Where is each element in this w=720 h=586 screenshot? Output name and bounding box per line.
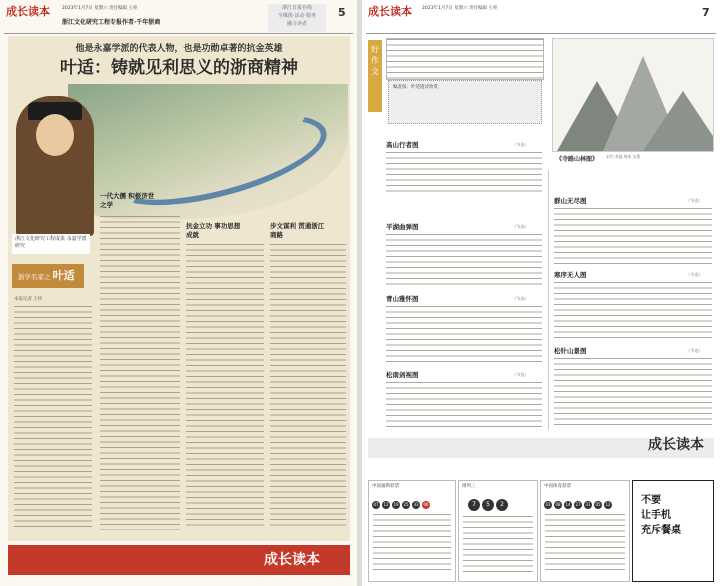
footer-banner	[368, 432, 714, 466]
masthead-logo: 成长读本	[368, 5, 412, 18]
ribbon-name: 叶适	[52, 269, 75, 282]
poem-source: （节选）	[512, 224, 529, 229]
lottery-ball: 07	[373, 502, 379, 507]
poem-title: 青山雅怀图	[386, 295, 419, 303]
poem-title: 松针山景图	[554, 347, 587, 355]
landscape-painting	[552, 38, 714, 152]
header-ad	[268, 4, 326, 32]
issue-date: 2023年1月7日 星期六 责任编辑 王梓	[62, 6, 138, 11]
lottery-ball: 12	[605, 502, 611, 507]
footer-title: 成长读本	[648, 437, 704, 453]
section-heading: 一代大儒 积极济世之学	[100, 192, 155, 209]
header-ad-line: 融合读者	[286, 21, 307, 27]
poem-source: （节选）	[686, 198, 703, 203]
lottery-ball: 7	[468, 499, 480, 511]
public-service-ad	[632, 480, 714, 582]
footer-banner	[8, 545, 350, 575]
lottery-ball: 31	[585, 502, 591, 507]
article-body-column	[100, 216, 180, 530]
poem-title: 高山行者图	[386, 141, 419, 149]
lottery-panel	[368, 480, 456, 582]
ye-shi-portrait	[16, 96, 94, 236]
section-heading: 抗金立功 事功思想成就	[186, 222, 241, 239]
lottery-panel	[458, 480, 538, 582]
header-ad-line: 浙江日报在线	[281, 5, 312, 11]
poem-body	[386, 234, 542, 288]
article-kicker: 他是永嘉学派的代表人物，也是功勋卓著的抗金英雄	[75, 44, 283, 54]
lottery-ball: 14	[565, 502, 571, 507]
ad-line: 让手机	[641, 510, 671, 521]
poem-body	[386, 152, 542, 192]
lottery-ball: 05	[595, 502, 601, 507]
lottery-ball: 08	[555, 502, 561, 507]
column-title: 浙江文化研究工程专报作者·千年浙商	[62, 19, 161, 26]
header-ad-line: 全媒体·活动·服务	[277, 13, 317, 19]
lottery-ball: 5	[482, 499, 494, 511]
masthead-logo: 成长读本	[6, 5, 50, 18]
lottery-ball: 25	[403, 502, 409, 507]
poem-body	[554, 282, 712, 340]
lottery-panel	[540, 480, 630, 582]
painting-note: 宋代 李嵩 绢本 水墨	[606, 154, 640, 159]
lottery-ball: 06	[423, 502, 429, 507]
feature-article	[8, 36, 350, 541]
byline: 本报记者 王梓	[14, 297, 43, 302]
issue-date: 2023年1月7日 星期六 责任编辑 王梓	[422, 6, 498, 11]
poem-source: （节选）	[512, 142, 529, 147]
header-rule	[4, 33, 353, 34]
series-ribbon	[12, 264, 84, 288]
article-body-column	[186, 244, 264, 530]
editor-note-box	[388, 80, 542, 124]
article-headline: 叶适：铸就见利思义的浙商精神	[60, 58, 298, 78]
page-number: 7	[702, 6, 710, 19]
poem-source: （节选）	[686, 348, 703, 353]
poem-title: 群山无尽图	[554, 197, 587, 205]
right-page	[362, 0, 720, 586]
poem-title: 寒序无人图	[554, 271, 587, 279]
header-rule	[366, 33, 716, 34]
article-body-column	[14, 306, 92, 530]
left-page	[0, 0, 357, 586]
lottery-ball: 2	[496, 499, 508, 511]
ad-line: 充斥餐桌	[641, 525, 681, 536]
poem-title: 平湖曲弹图	[386, 223, 419, 231]
lottery-ball: 33	[413, 502, 419, 507]
lottery-ball: 12	[383, 502, 389, 507]
painting-caption: 《寺路山林图》	[556, 156, 599, 163]
poem-body	[554, 358, 712, 428]
poem-body	[386, 382, 542, 428]
lottery-name: 排列三	[462, 484, 476, 489]
editor-note-heading: 编者按：叶适遗诗欣赏	[393, 85, 438, 90]
footer-title: 成长读本	[264, 552, 320, 568]
article-body-column	[270, 244, 346, 530]
lottery-ball: 19	[393, 502, 399, 507]
lead-paragraph	[386, 38, 544, 80]
lottery-ball: 03	[545, 502, 551, 507]
poem-source: （节选）	[512, 372, 529, 377]
poem-source: （节选）	[686, 272, 703, 277]
lottery-name: 中国体育彩票	[544, 484, 571, 489]
lottery-name: 中国福利彩票	[372, 484, 399, 489]
portrait-caption: 浙江文化研究工程成果 永嘉学派研究	[12, 234, 90, 254]
ad-line: 不要	[641, 495, 661, 506]
poem-body	[554, 208, 712, 264]
page-number: 5	[338, 6, 346, 19]
column-divider	[548, 170, 549, 430]
poem-body	[386, 306, 542, 366]
section-tab: 好作文	[368, 40, 382, 112]
lottery-ball: 27	[575, 502, 581, 507]
poem-source: （节选）	[512, 296, 529, 301]
section-heading: 步文谋利 贯通浙江商路	[270, 222, 325, 239]
ribbon-prefix: 浙学名家之	[18, 273, 51, 281]
poem-title: 松南剑视图	[386, 371, 419, 379]
